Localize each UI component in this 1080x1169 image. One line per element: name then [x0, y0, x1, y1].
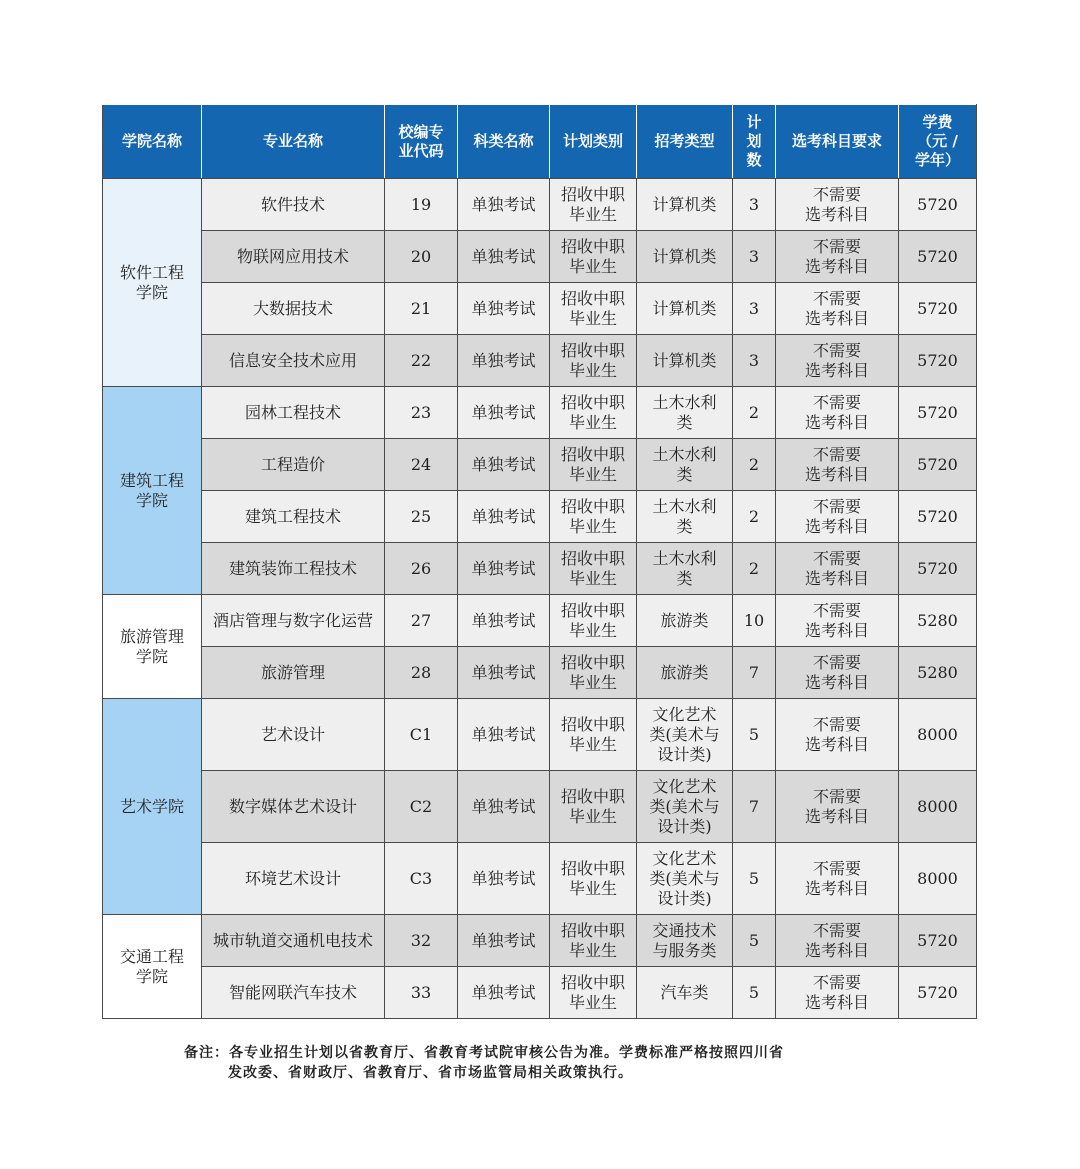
code-cell: 19	[385, 179, 458, 231]
table-row	[103, 283, 977, 335]
requirement-cell: 不需要 选考科目	[776, 179, 899, 231]
exam-type-cell: 计算机类	[637, 179, 733, 231]
footnote-line-1: 各专业招生计划以省教育厅、省教育考试院审核公告为准。学费标准严格按照四川省	[229, 1045, 784, 1061]
major-cell: 城市轨道交通机电技术	[202, 915, 385, 967]
plan-type-cell: 招收中职 毕业生	[550, 771, 637, 843]
header-row	[103, 105, 977, 179]
exam-type-cell: 计算机类	[637, 283, 733, 335]
header-category: 科类名称	[458, 105, 550, 179]
code-cell: 20	[385, 231, 458, 283]
tuition-cell: 5720	[899, 491, 977, 543]
code-cell: C3	[385, 843, 458, 915]
exam-type-cell: 汽车类	[637, 967, 733, 1019]
requirement-cell: 不需要 选考科目	[776, 231, 899, 283]
plan-type-cell: 招收中职 毕业生	[550, 543, 637, 595]
table-row	[103, 179, 977, 231]
category-cell: 单独考试	[458, 335, 550, 387]
exam-type-cell: 土木水利 类	[637, 439, 733, 491]
tuition-cell: 5280	[899, 595, 977, 647]
major-cell: 建筑装饰工程技术	[202, 543, 385, 595]
exam-type-cell: 文化艺术 类(美术与 设计类)	[637, 699, 733, 771]
plan-count-cell: 5	[733, 967, 776, 1019]
plan-type-cell: 招收中职 毕业生	[550, 439, 637, 491]
requirement-cell: 不需要 选考科目	[776, 491, 899, 543]
plan-type-cell: 招收中职 毕业生	[550, 335, 637, 387]
tuition-cell: 5720	[899, 439, 977, 491]
exam-type-cell: 文化艺术 类(美术与 设计类)	[637, 843, 733, 915]
code-cell: 27	[385, 595, 458, 647]
requirement-cell: 不需要 选考科目	[776, 967, 899, 1019]
code-cell: 28	[385, 647, 458, 699]
header-tuition: 学费 （元 / 学年）	[899, 105, 977, 179]
college-name-cell: 交通工程 学院	[103, 915, 202, 1019]
plan-count-cell: 3	[733, 335, 776, 387]
category-cell: 单独考试	[458, 915, 550, 967]
requirement-cell: 不需要 选考科目	[776, 915, 899, 967]
major-cell: 环境艺术设计	[202, 843, 385, 915]
category-cell: 单独考试	[458, 699, 550, 771]
major-cell: 软件技术	[202, 179, 385, 231]
plan-count-cell: 7	[733, 771, 776, 843]
category-cell: 单独考试	[458, 967, 550, 1019]
table-row	[103, 699, 977, 771]
plan-count-cell: 3	[733, 231, 776, 283]
major-cell: 旅游管理	[202, 647, 385, 699]
category-cell: 单独考试	[458, 439, 550, 491]
header-major: 专业名称	[202, 105, 385, 179]
college-name-cell: 旅游管理 学院	[103, 595, 202, 699]
tuition-cell: 8000	[899, 843, 977, 915]
plan-count-cell: 2	[733, 491, 776, 543]
major-cell: 大数据技术	[202, 283, 385, 335]
requirement-cell: 不需要 选考科目	[776, 595, 899, 647]
exam-type-cell: 计算机类	[637, 335, 733, 387]
category-cell: 单独考试	[458, 231, 550, 283]
code-cell: 22	[385, 335, 458, 387]
table-row	[103, 335, 977, 387]
requirement-cell: 不需要 选考科目	[776, 387, 899, 439]
header-plan-type: 计划类别	[550, 105, 637, 179]
exam-type-cell: 土木水利 类	[637, 491, 733, 543]
category-cell: 单独考试	[458, 771, 550, 843]
table-row	[103, 387, 977, 439]
code-cell: 25	[385, 491, 458, 543]
category-cell: 单独考试	[458, 491, 550, 543]
requirement-cell: 不需要 选考科目	[776, 843, 899, 915]
code-cell: 33	[385, 967, 458, 1019]
requirement-cell: 不需要 选考科目	[776, 439, 899, 491]
tuition-cell: 5720	[899, 335, 977, 387]
category-cell: 单独考试	[458, 543, 550, 595]
category-cell: 单独考试	[458, 647, 550, 699]
requirement-cell: 不需要 选考科目	[776, 283, 899, 335]
major-cell: 智能网联汽车技术	[202, 967, 385, 1019]
major-cell: 工程造价	[202, 439, 385, 491]
tuition-cell: 5720	[899, 967, 977, 1019]
header-code: 校编专 业代码	[385, 105, 458, 179]
college-name-cell: 软件工程 学院	[103, 179, 202, 387]
table-row	[103, 915, 977, 967]
category-cell: 单独考试	[458, 387, 550, 439]
plan-type-cell: 招收中职 毕业生	[550, 179, 637, 231]
college-name-cell: 艺术学院	[103, 699, 202, 915]
tuition-cell: 8000	[899, 771, 977, 843]
tuition-cell: 5280	[899, 647, 977, 699]
requirement-cell: 不需要 选考科目	[776, 771, 899, 843]
exam-type-cell: 土木水利 类	[637, 543, 733, 595]
plan-count-cell: 10	[733, 595, 776, 647]
plan-count-cell: 5	[733, 843, 776, 915]
table-row	[103, 491, 977, 543]
tuition-cell: 8000	[899, 699, 977, 771]
major-cell: 艺术设计	[202, 699, 385, 771]
footnote	[184, 1043, 924, 1083]
plan-type-cell: 招收中职 毕业生	[550, 967, 637, 1019]
tuition-cell: 5720	[899, 283, 977, 335]
table-row	[103, 231, 977, 283]
plan-type-cell: 招收中职 毕业生	[550, 595, 637, 647]
table-body	[103, 179, 977, 1019]
exam-type-cell: 旅游类	[637, 647, 733, 699]
header-college: 学院名称	[103, 105, 202, 179]
exam-type-cell: 文化艺术 类(美术与 设计类)	[637, 771, 733, 843]
category-cell: 单独考试	[458, 843, 550, 915]
header-count: 计 划 数	[733, 105, 776, 179]
college-name-cell: 建筑工程 学院	[103, 387, 202, 595]
plan-type-cell: 招收中职 毕业生	[550, 843, 637, 915]
code-cell: 24	[385, 439, 458, 491]
plan-count-cell: 2	[733, 387, 776, 439]
plan-type-cell: 招收中职 毕业生	[550, 915, 637, 967]
tuition-cell: 5720	[899, 179, 977, 231]
header-requirement: 选考科目要求	[776, 105, 899, 179]
exam-type-cell: 旅游类	[637, 595, 733, 647]
table-row	[103, 595, 977, 647]
plan-type-cell: 招收中职 毕业生	[550, 491, 637, 543]
plan-count-cell: 7	[733, 647, 776, 699]
category-cell: 单独考试	[458, 283, 550, 335]
plan-type-cell: 招收中职 毕业生	[550, 647, 637, 699]
table-row	[103, 543, 977, 595]
code-cell: 26	[385, 543, 458, 595]
exam-type-cell: 计算机类	[637, 231, 733, 283]
code-cell: 32	[385, 915, 458, 967]
table-row	[103, 843, 977, 915]
plan-type-cell: 招收中职 毕业生	[550, 283, 637, 335]
tuition-cell: 5720	[899, 543, 977, 595]
requirement-cell: 不需要 选考科目	[776, 543, 899, 595]
code-cell: C2	[385, 771, 458, 843]
plan-type-cell: 招收中职 毕业生	[550, 231, 637, 283]
table-row	[103, 771, 977, 843]
code-cell: 21	[385, 283, 458, 335]
category-cell: 单独考试	[458, 179, 550, 231]
category-cell: 单独考试	[458, 595, 550, 647]
exam-type-cell: 土木水利 类	[637, 387, 733, 439]
header-exam-type: 招考类型	[637, 105, 733, 179]
plan-count-cell: 5	[733, 915, 776, 967]
major-cell: 建筑工程技术	[202, 491, 385, 543]
plan-type-cell: 招收中职 毕业生	[550, 699, 637, 771]
plan-count-cell: 3	[733, 283, 776, 335]
table-header	[103, 105, 977, 179]
major-cell: 酒店管理与数字化运营	[202, 595, 385, 647]
major-cell: 数字媒体艺术设计	[202, 771, 385, 843]
footnote-line-2: 发改委、省财政厅、省教育厅、省市场监管局相关政策执行。	[228, 1065, 633, 1081]
plan-count-cell: 5	[733, 699, 776, 771]
table-row	[103, 647, 977, 699]
major-cell: 物联网应用技术	[202, 231, 385, 283]
plan-count-cell: 3	[733, 179, 776, 231]
major-cell: 园林工程技术	[202, 387, 385, 439]
major-cell: 信息安全技术应用	[202, 335, 385, 387]
plan-type-cell: 招收中职 毕业生	[550, 387, 637, 439]
code-cell: C1	[385, 699, 458, 771]
tuition-cell: 5720	[899, 231, 977, 283]
code-cell: 23	[385, 387, 458, 439]
requirement-cell: 不需要 选考科目	[776, 699, 899, 771]
exam-type-cell: 交通技术 与服务类	[637, 915, 733, 967]
enrollment-plan-table	[102, 104, 977, 1019]
requirement-cell: 不需要 选考科目	[776, 335, 899, 387]
table-row	[103, 967, 977, 1019]
tuition-cell: 5720	[899, 387, 977, 439]
footnote-label: 备注：	[184, 1045, 229, 1061]
table-row	[103, 439, 977, 491]
plan-count-cell: 2	[733, 439, 776, 491]
requirement-cell: 不需要 选考科目	[776, 647, 899, 699]
plan-count-cell: 2	[733, 543, 776, 595]
tuition-cell: 5720	[899, 915, 977, 967]
